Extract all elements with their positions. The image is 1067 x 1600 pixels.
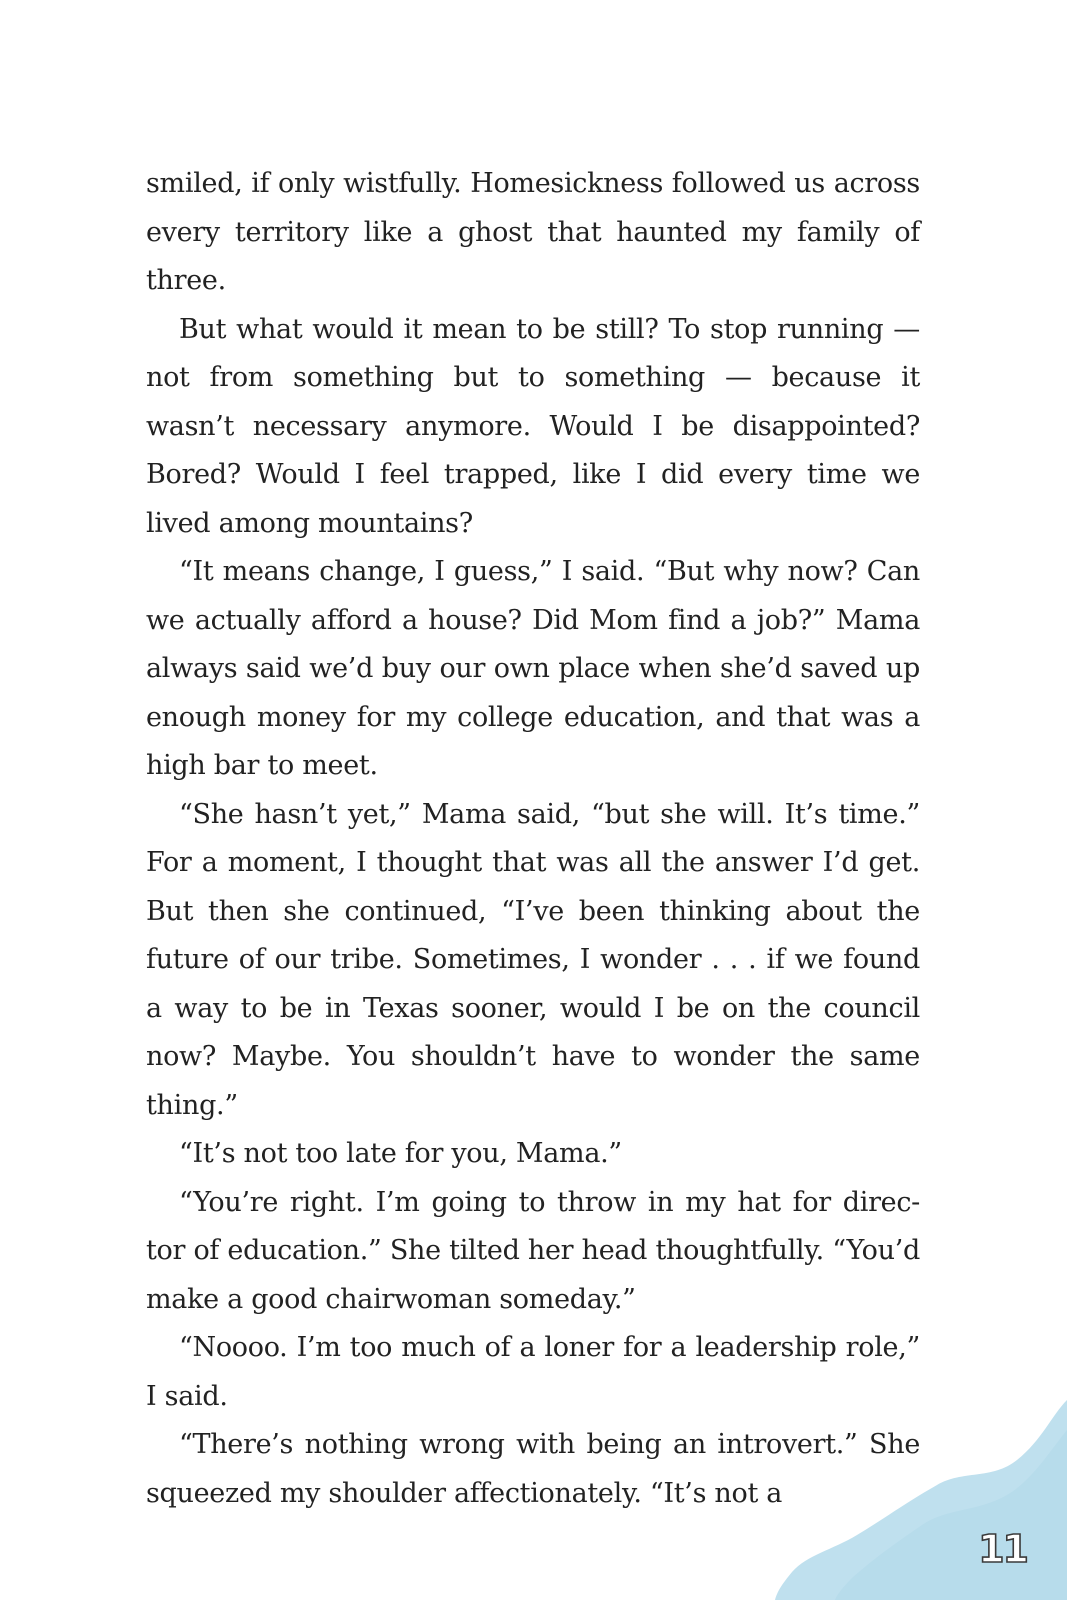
paragraph-1: smiled, if only wistfully. Homesickness followed us across every territory like a ghost that haunted my family of three.	[146, 168, 920, 296]
paragraph-4: “She hasn’t yet,” Mama said, “but she will. It’s time.” For a moment, I thought that was all the answer I’d get. But then she continued, “I’ve been thinking about the future of our tribe. Sometimes, I wonder . . . if we found a way to be in Texas sooner, would I be on the council now? Maybe. You shouldn’t have to wonder the same thing.”	[146, 798, 920, 1121]
body-text	[146, 160, 920, 1518]
paragraph-6: “You’re right. I’m going to throw in my hat for direc-tor of education.” She tilted her head thoughtfully. “You’d make a good chairwoman someday.”	[146, 1186, 920, 1315]
paragraph-7: “Noooo. I’m too much of a loner for a leadership role,” I said.	[146, 1332, 920, 1412]
paragraph-2: But what would it mean to be still? To stop running — not from something but to something — because it wasn’t necessary anymore. Would I be disappointed? Bored? Would I feel trapped, like I did every time we lived among mountains?	[146, 313, 920, 539]
paragraph-3: “It means change, I guess,” I said. “But why now? Can we actually afford a house? Did Mom find a job?” Mama always said we’d buy our own place when she’d saved up enough money for my college education, and that was a high bar to meet.	[146, 556, 920, 781]
page-number: 11	[978, 1527, 1027, 1571]
paragraph-8: “There’s nothing wrong with being an introvert.” She squeezed my shoulder affectionately. “It’s not a	[146, 1429, 920, 1509]
paragraph-5: “It’s not too late for you, Mama.”	[179, 1138, 622, 1169]
